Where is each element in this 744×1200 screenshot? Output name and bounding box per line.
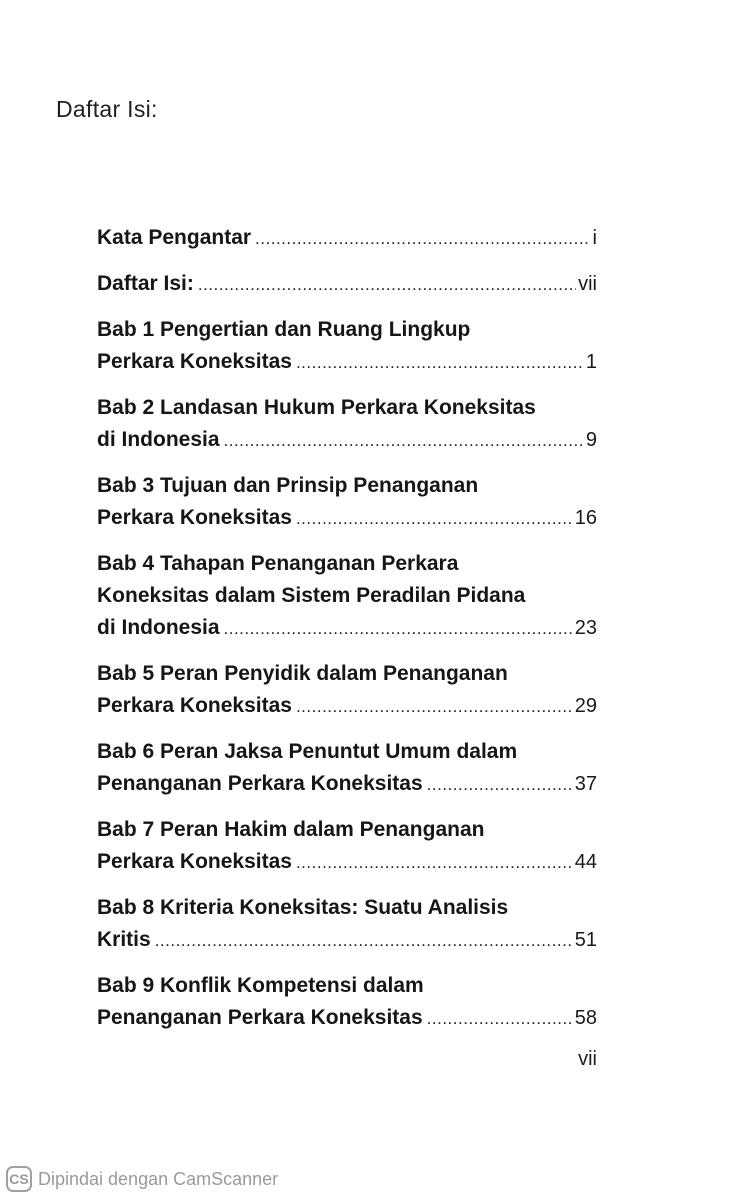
toc-entry-bab-2 [97, 392, 597, 457]
dot-leader [296, 347, 584, 379]
toc-entry-page: 23 [574, 617, 597, 639]
toc-entry-title: Bab 7 Peran Hakim dalam Penanganan [97, 818, 485, 841]
toc-entry-title-cont: Perkara Koneksitas [97, 850, 292, 873]
toc-entry-page: 58 [574, 1007, 597, 1029]
toc-entry-page: 29 [574, 695, 597, 717]
toc-entry-title-cont: Penanganan Perkara Koneksitas [97, 772, 423, 795]
dot-leader [224, 425, 584, 457]
dot-leader [427, 769, 573, 801]
toc-entry-page: 9 [585, 429, 597, 451]
toc-entry-title-cont: di Indonesia [97, 428, 220, 451]
toc-entry-page: 51 [574, 929, 597, 951]
toc-entry-title-cont: Perkara Koneksitas [97, 694, 292, 717]
dot-leader [224, 613, 573, 645]
toc-entry-title: Bab 8 Kriteria Koneksitas: Suatu Analisis [97, 896, 509, 919]
dot-leader [296, 847, 573, 879]
toc-entry-title: Daftar Isi: [97, 272, 194, 295]
toc-entry-daftar-isi [97, 268, 597, 301]
toc-entry-title-cont: Perkara Koneksitas [97, 350, 292, 373]
toc-entry-bab-8 [97, 892, 597, 957]
toc-entry-title-cont: Koneksitas dalam Sistem Peradilan Pidana [97, 584, 526, 607]
toc-entry-title-cont: Penanganan Perkara Koneksitas [97, 1006, 423, 1029]
camscanner-watermark [6, 1164, 278, 1194]
toc-entry-bab-4 [97, 548, 597, 645]
table-of-contents [97, 222, 597, 1048]
dot-leader [427, 1003, 573, 1035]
page-title: Daftar Isi: [56, 96, 158, 122]
toc-entry-page: vii [578, 273, 597, 295]
toc-entry-title-cont: di Indonesia [97, 616, 220, 639]
toc-entry-kata-pengantar [97, 222, 597, 255]
toc-entry-bab-1 [97, 314, 597, 379]
toc-entry-title: Bab 6 Peran Jaksa Penuntut Umum dalam [97, 740, 518, 763]
toc-entry-page: 44 [574, 851, 597, 873]
toc-entry-title: Bab 2 Landasan Hukum Perkara Koneksitas [97, 396, 536, 419]
toc-entry-page: 16 [574, 507, 597, 529]
toc-entry-title: Bab 1 Pengertian dan Ruang Lingkup [97, 318, 471, 341]
toc-entry-title: Kata Pengantar [97, 226, 252, 249]
toc-entry-title: Bab 4 Tahapan Penanganan Perkara [97, 552, 459, 575]
toc-entry-title: Bab 5 Peran Penyidik dalam Penanganan [97, 662, 508, 685]
toc-entry-bab-3 [97, 470, 597, 535]
toc-entry-page: 37 [574, 773, 597, 795]
dot-leader [296, 503, 573, 535]
page-number: vii [578, 1048, 597, 1070]
toc-entry-bab-5 [97, 658, 597, 723]
toc-entry-page: i [592, 227, 597, 249]
dot-leader [255, 223, 591, 255]
toc-entry-title: Bab 9 Konflik Kompetensi dalam [97, 974, 424, 997]
toc-entry-title-cont: Kritis [97, 928, 151, 951]
toc-entry-bab-6 [97, 736, 597, 801]
watermark-text: Dipindai dengan CamScanner [38, 1168, 279, 1189]
toc-entry-title-cont: Perkara Koneksitas [97, 506, 292, 529]
dot-leader [296, 691, 573, 723]
toc-entry-bab-7 [97, 814, 597, 879]
camscanner-logo-icon: CS [6, 1166, 32, 1192]
dot-leader [155, 925, 573, 957]
toc-entry-page: 1 [585, 351, 597, 373]
toc-entry-title: Bab 3 Tujuan dan Prinsip Penanganan [97, 474, 479, 497]
dot-leader [198, 269, 576, 301]
toc-entry-bab-9 [97, 970, 597, 1035]
